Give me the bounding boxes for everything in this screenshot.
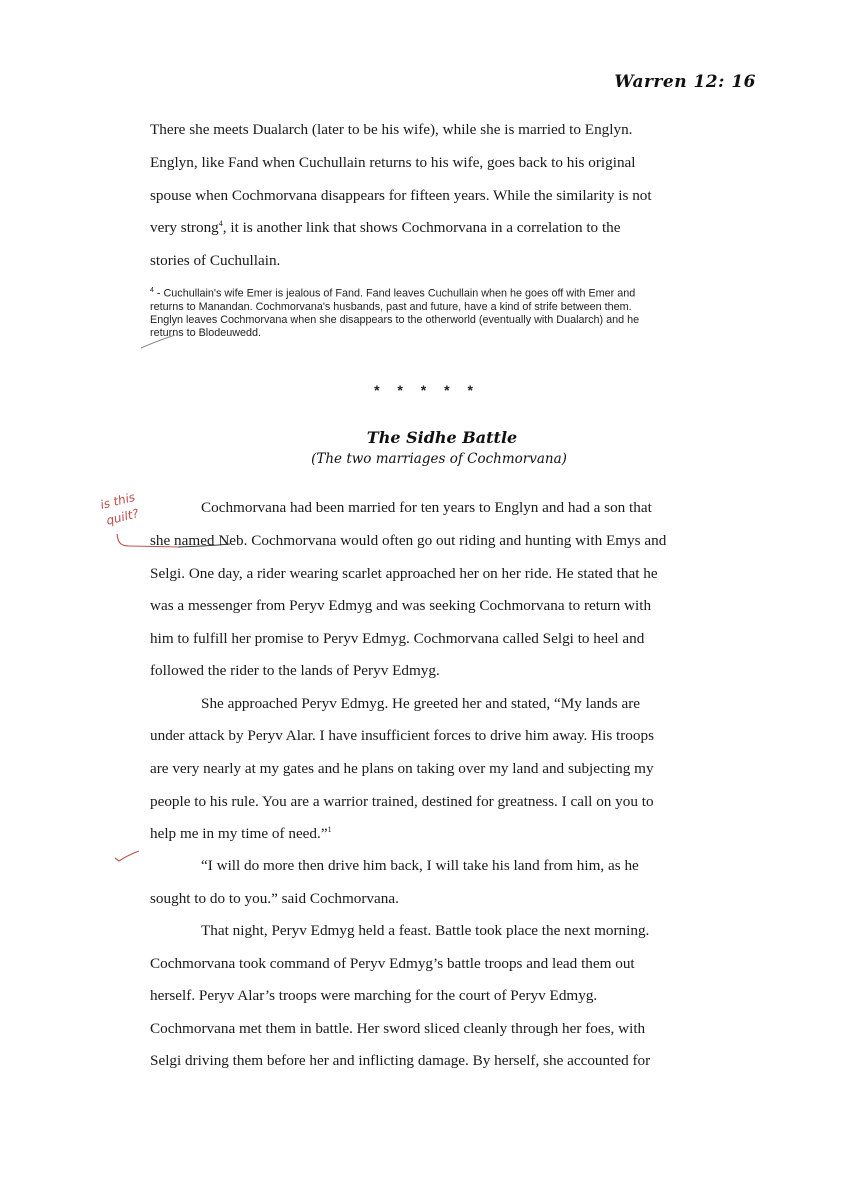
- footnote: [150, 284, 730, 340]
- text-span: very strong: [150, 219, 219, 237]
- footnote-line: [150, 284, 730, 301]
- text-line: Selgi. One day, a rider wearing scarlet approached her on her ride. He stated that he: [150, 565, 658, 582]
- text-line: Cochmorvana took command of Peryv Edmyg’s battle troops and lead them out: [150, 955, 635, 972]
- text-line: There she meets Dualarch (later to be his wife), while she is married to Englyn.: [150, 121, 633, 138]
- text-line: people to his rule. You are a warrior trained, destined for greatness. I call on you to: [150, 793, 654, 810]
- text-line: followed the rider to the lands of Peryv Edmyg.: [150, 662, 440, 679]
- chapter-title: The Sidhe Battle: [366, 428, 518, 447]
- footnote-reference: 4: [218, 219, 223, 228]
- text-span: , it is another link that shows Cochmorvana in a correlation to the: [222, 219, 621, 237]
- footnote-marker: 4: [150, 287, 154, 294]
- red-check-icon: [112, 848, 142, 864]
- handwritten-annotation-line: quilt?: [104, 506, 141, 528]
- section-break: * * * * *: [374, 382, 480, 398]
- text-line: spouse when Cochmorvana disappears for fifteen years. While the similarity is not: [150, 187, 652, 204]
- text-line: She approached Peryv Edmyg. He greeted her and stated, “My lands are: [201, 695, 641, 712]
- footnote-line: returns to Manandan. Cochmorvana's husbands, past and future, have a kind of strife between them.: [150, 300, 632, 313]
- text-line: was a messenger from Peryv Edmyg and was seeking Cochmorvana to return with: [150, 597, 652, 614]
- text-line: [150, 219, 621, 237]
- text-line: him to fulfill her promise to Peryv Edmyg. Cochmorvana called Selgi to heel and: [150, 630, 645, 647]
- text-line: she named Neb. Cochmorvana would often go out riding and hunting with Emys and: [150, 532, 667, 549]
- text-line: Englyn, like Fand when Cuchullain returns to his wife, goes back to his original: [150, 154, 636, 171]
- text-line: Cochmorvana met them in battle. Her sword sliced cleanly through her foes, with: [150, 1020, 646, 1037]
- running-head: Warren 12: 16: [614, 72, 756, 92]
- text-line: herself. Peryv Alar’s troops were marching for the court of Peryv Edmyg.: [150, 987, 598, 1004]
- text-span: help me in my time of need.”: [150, 825, 328, 843]
- text-line: sought to do to you.” said Cochmorvana.: [150, 890, 399, 907]
- text-line: stories of Cuchullain.: [150, 252, 281, 269]
- footnote-text: - Cuchullain's wife Emer is jealous of Fand. Fand leaves Cuchullain when he goes off with Emer and: [153, 287, 636, 300]
- footnote-line: Englyn leaves Cochmorvana when she disappears to the otherworld (eventually with Dualarch) and he: [150, 314, 640, 326]
- text-line: That night, Peryv Edmyg held a feast. Battle took place the next morning.: [201, 922, 650, 939]
- text-line: are very nearly at my gates and he plans on taking over my land and subjecting my: [150, 760, 654, 777]
- footnote-reference: 1: [327, 825, 332, 834]
- text-line: Cochmorvana had been married for ten years to Englyn and had a son that: [201, 499, 652, 516]
- chapter-subtitle: (The two marriages of Cochmorvana): [311, 451, 567, 467]
- footnote-line: returns to Blodeuwedd.: [150, 327, 262, 340]
- handwritten-annotation-line: is this: [98, 489, 137, 513]
- text-line: Selgi driving them before her and inflicting damage. By herself, she accounted for: [150, 1052, 651, 1069]
- text-line: under attack by Peryv Alar. I have insufficient forces to drive him away. His troops: [150, 727, 655, 744]
- text-line: “I will do more then drive him back, I will take his land from him, as he: [201, 857, 639, 874]
- text-line: [150, 825, 332, 843]
